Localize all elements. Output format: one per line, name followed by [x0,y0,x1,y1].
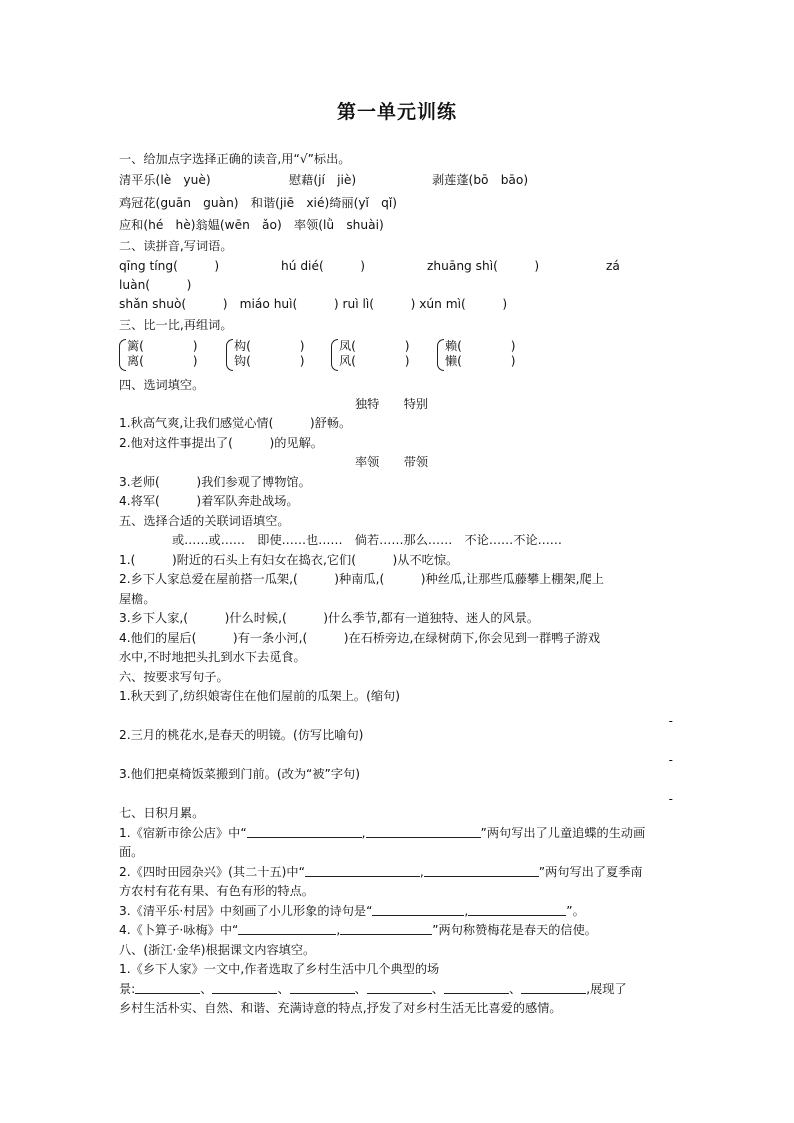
s8-question-1-blanks [119,981,627,997]
s6-question-1: 1.秋天到了,纺织娘寄住在他们屋前的瓜架上。(缩句) [119,689,400,703]
separator: 、 [277,982,290,996]
s1-item-bolianpeng: 剥莲蓬(bō bāo) [432,173,529,187]
word-choices-1: 独特 特别 [355,397,429,411]
s7-question-3 [119,903,585,919]
s7-question-2 [119,864,643,880]
s8-question-1: 1.《乡下人家》一文中,作者选取了乡村生活中几个典型的场 [119,962,440,976]
answer-blank[interactable] [238,922,336,935]
brace-icon [226,339,233,371]
answer-blank[interactable] [367,981,432,994]
section-2-heading: 二、读拼音,写词语。 [119,239,233,253]
s4-question-3: 3.老师( )我们参观了博物馆。 [119,475,311,489]
s7-q4-suffix: ”两句称赞梅花是春天的信使。 [432,923,597,937]
s4-question-2: 2.他对这件事提出了( )的见解。 [119,436,323,450]
s2-item-qingting: qīng tíng( ) [119,259,220,273]
answer-blank[interactable] [366,825,481,838]
word-choices-2: 率领 带领 [355,455,429,469]
answer-blank[interactable] [444,981,509,994]
comma: , [464,904,469,918]
s4-question-4: 4.将军( )着军队奔赴战场。 [119,494,299,508]
compare-word-bottom: 钩( ) [234,354,305,368]
brace-icon [331,339,338,371]
answer-blank[interactable] [290,981,355,994]
answer-blank[interactable] [135,981,200,994]
s7-q1-suffix: ”两句写出了儿童追蝶的生动画 [480,826,646,840]
compare-word-top: 篱( ) [127,339,198,353]
answer-blank[interactable] [340,922,432,935]
s7-q4-prefix: 4.《卜算子·咏梅》中“ [119,923,239,937]
s8-question-1-cont: 乡村生活朴实、自然、和谐、充满诗意的特点,抒发了对乡村生活无比喜爱的感情。 [119,1001,562,1015]
s2-item-luan: luàn( ) [119,278,192,292]
s2-row-2: shǎn shuò( ) miáo huì( ) ruì lì( ) xún mì( ) [119,297,508,311]
s1-item-qingpingle: 清平乐(lè yuè) [119,173,211,187]
section-4-heading: 四、选词填空。 [119,378,205,392]
s2-item-hudie: hú dié( ) [281,259,366,273]
compare-word-bottom: 懒( ) [445,354,516,368]
section-7-heading: 七、日积月累。 [119,806,205,820]
answer-blank[interactable] [212,981,277,994]
s1-row-3: 应和(hé hè)翁媪(wēn ǎo) 率领(lǜ shuài) [119,218,384,232]
section-5-heading: 五、选择合适的关联词语填空。 [119,514,290,528]
answer-blank[interactable] [372,903,464,916]
separator: 、 [354,982,367,996]
brace-icon [119,339,126,371]
s5-question-2-cont: 屋檐。 [119,592,156,606]
s8-q1-prefix: 景: [119,982,136,996]
compare-word-bottom: 离( ) [127,354,198,368]
answer-blank[interactable] [468,903,566,916]
s7-question-4 [119,922,597,938]
section-6-heading: 六、按要求写句子。 [119,670,229,684]
s5-question-1: 1.( )附近的石头上有妇女在捣衣,它们( )从不吃惊。 [119,553,459,567]
compare-word-bottom: 风( ) [339,354,410,368]
s1-item-weijie: 慰藉(jí jiè) [289,173,357,187]
answer-line-marker: - [668,714,673,728]
s7-q3-suffix: ”。 [566,904,585,918]
s8-q1-suffix: ,展现了 [586,982,627,996]
s7-q2-suffix: ”两句写出了夏季南 [538,865,643,879]
page-title: 第一单元训练 [336,101,457,123]
answer-blank[interactable] [247,825,362,838]
compare-word-top: 构( ) [234,339,305,353]
comma: , [336,923,341,937]
answer-line-marker: - [668,792,673,806]
conjunction-choices: 或……或…… 即使……也…… 倘若……那么…… 不论……不论…… [172,533,562,547]
s5-question-2: 2.乡下人家总爱在屋前搭一瓜架,( )种南瓜,( )种丝瓜,让那些瓜藤攀上棚架,爬上 [119,572,604,586]
s5-question-4: 4.他们的屋后( )有一条小河,( )在石桥旁边,在绿树荫下,你会见到一群鸭子游戏 [119,631,601,645]
s5-question-3: 3.乡下人家,( )什么时候,( )什么季节,都有一道独特、迷人的风景。 [119,611,540,625]
s7-q3-prefix: 3.《清平乐·村居》中刻画了小儿形象的诗句是“ [119,904,373,918]
s6-question-2: 2.三月的桃花水,是春天的明镜。(仿写比喻句) [119,728,364,742]
answer-blank[interactable] [521,981,586,994]
compare-word-top: 赖( ) [445,339,516,353]
s2-item-za: zá [606,259,620,273]
section-3-heading: 三、比一比,再组词。 [119,318,233,332]
s6-question-3: 3.他们把桌椅饭菜搬到门前。(改为“被”字句) [119,767,360,781]
separator: 、 [200,982,213,996]
answer-blank[interactable] [424,864,539,877]
s2-item-zhuangshi: zhuāng shì( ) [427,259,540,273]
brace-icon [437,339,444,371]
s7-question-1 [119,825,645,841]
s5-question-4-cont: 水中,不时地把头扎到水下去觅食。 [119,650,306,664]
answer-blank[interactable] [305,864,420,877]
s7-q2-prefix: 2.《四时田园杂兴》(其二十五)中“ [119,865,305,879]
s4-question-1: 1.秋高气爽,让我们感觉心情( )舒畅。 [119,416,352,430]
section-8-heading: 八、(浙江·金华)根据课文内容填空。 [119,943,316,957]
separator: 、 [509,982,522,996]
s7-question-2-cont: 方农村有花有果、有色有形的特点。 [119,884,314,898]
compare-word-top: 凤( ) [339,339,410,353]
answer-line-marker: - [668,753,673,767]
separator: 、 [431,982,445,996]
comma: , [361,826,366,840]
section-1-heading: 一、给加点字选择正确的读音,用“√”标出。 [119,152,351,166]
s7-q1-prefix: 1.《宿新市徐公店》中“ [119,826,247,840]
s1-row-2: 鸡冠花(guān guàn) 和谐(jiē xié)绮丽(yǐ qǐ) [119,196,397,210]
comma: , [419,865,424,879]
s7-question-1-cont: 面。 [119,845,144,859]
